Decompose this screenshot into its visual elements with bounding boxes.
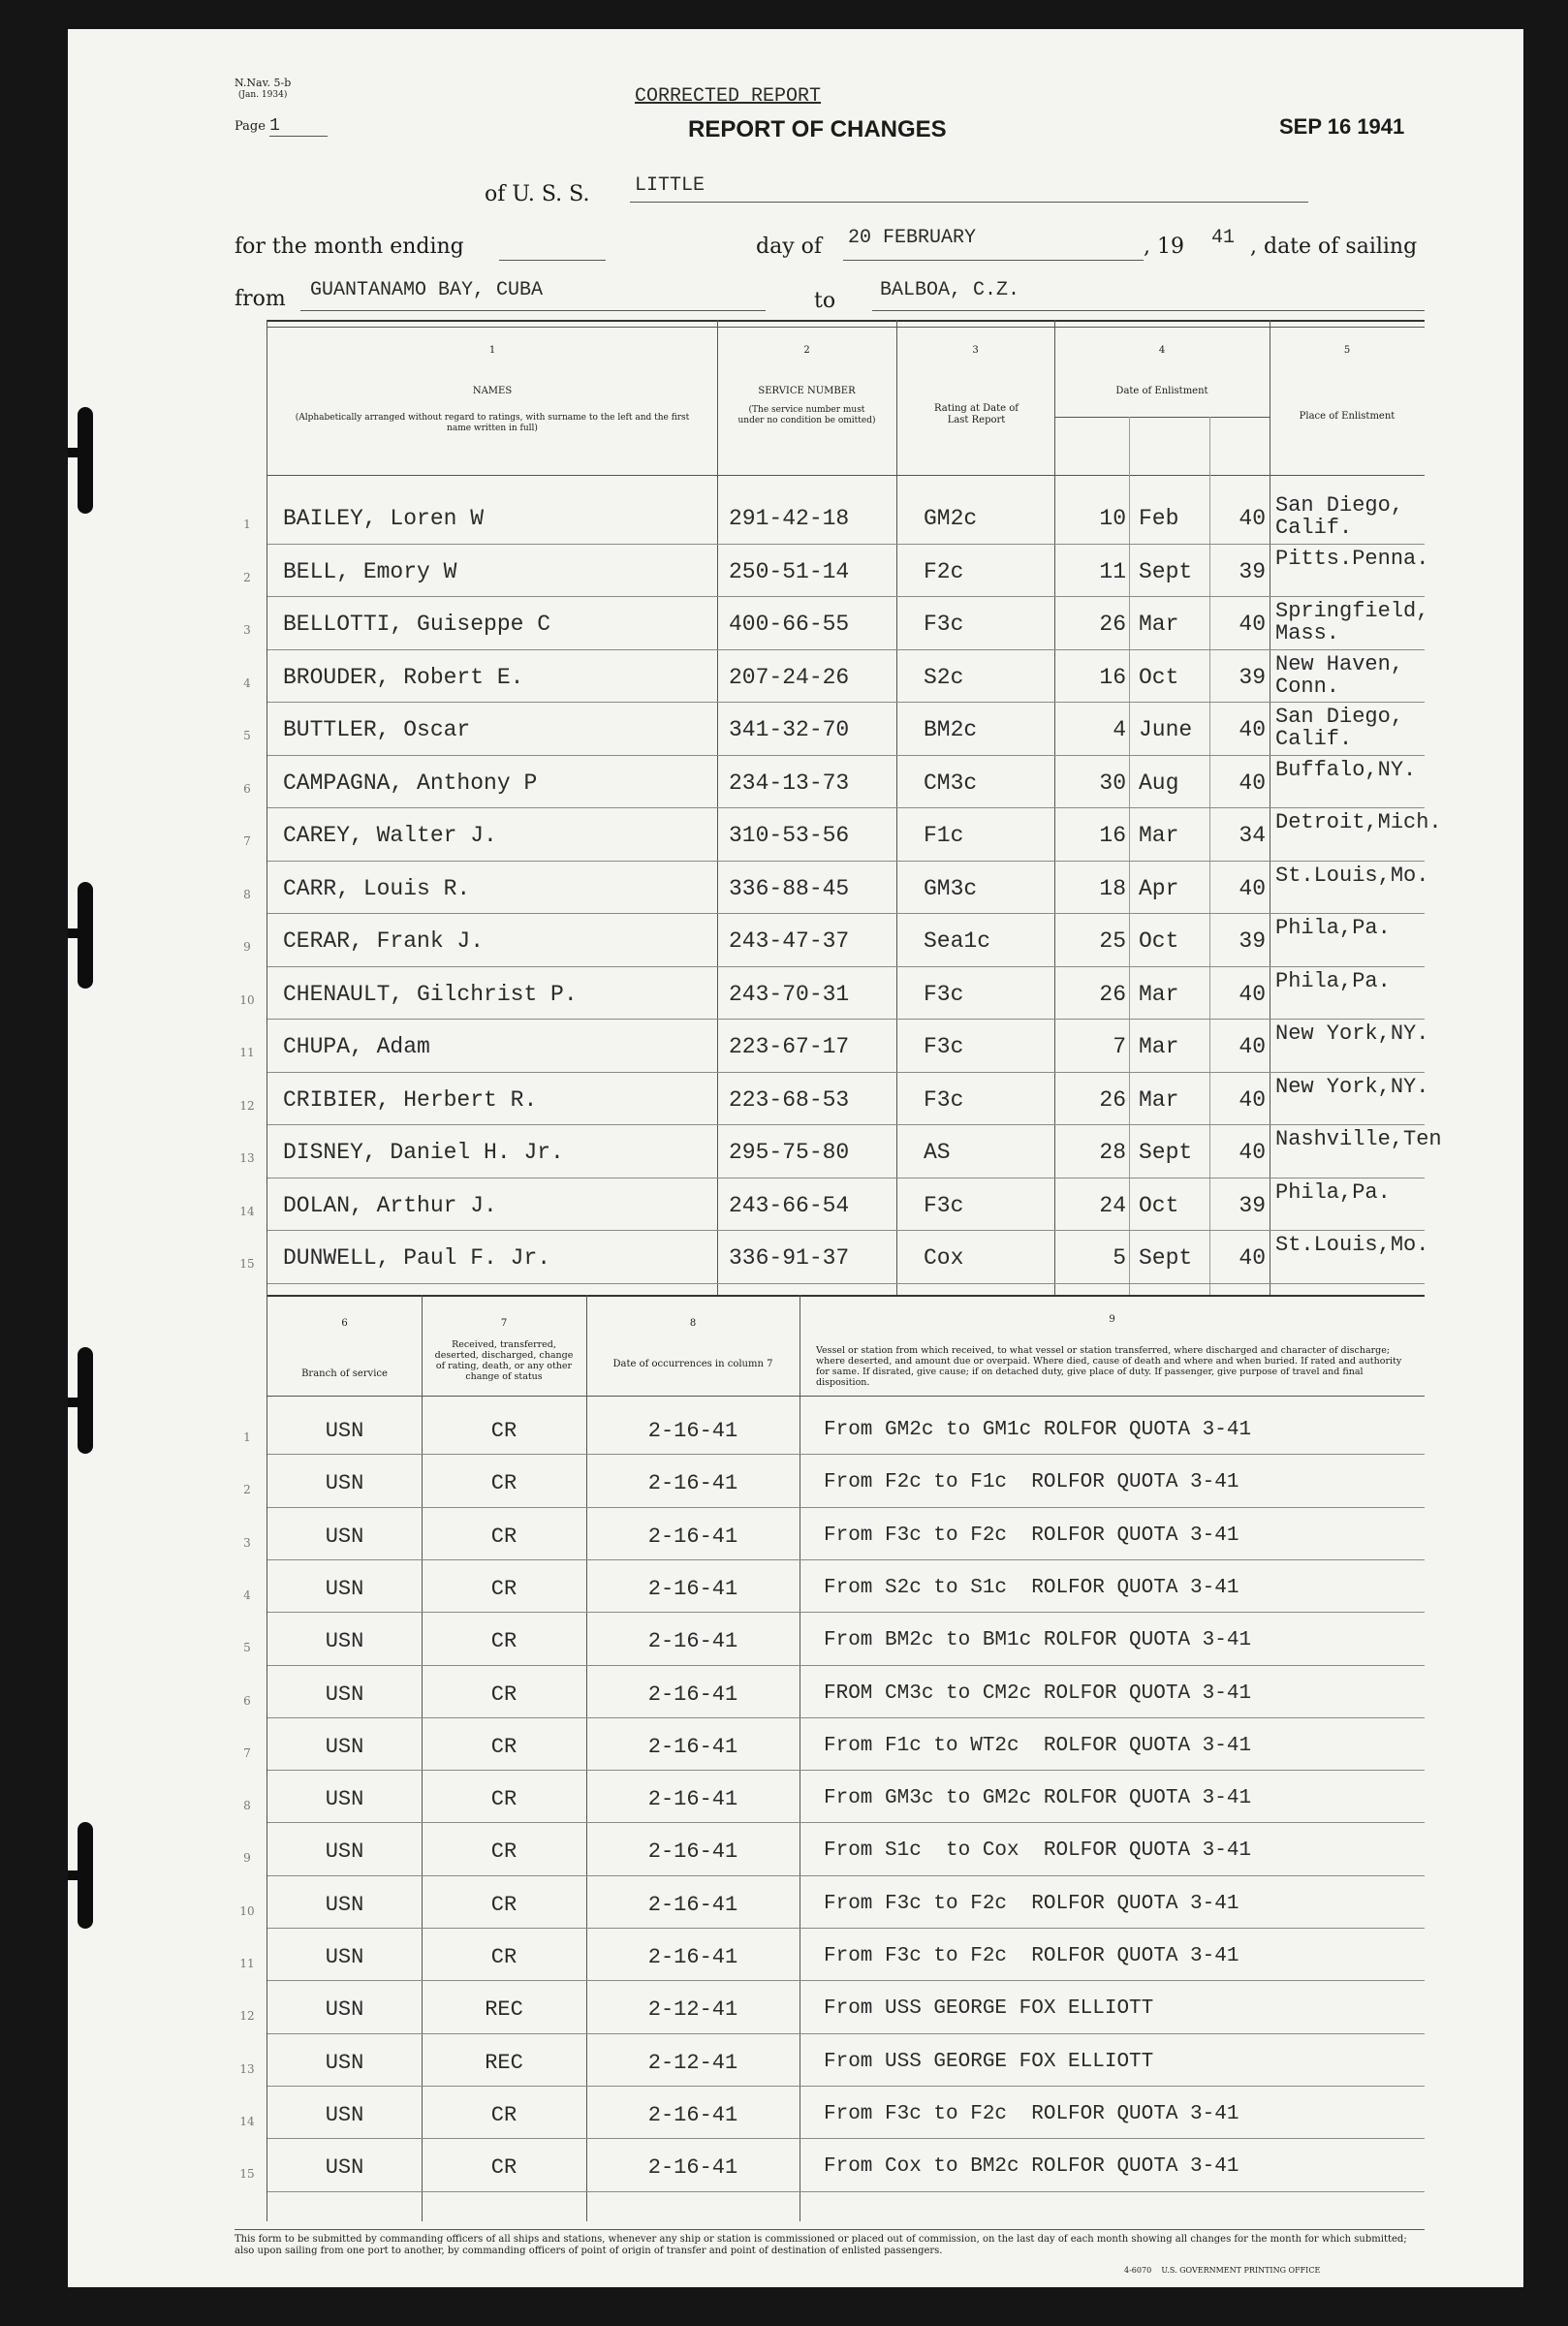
enlist-month: Aug — [1139, 770, 1179, 796]
to-label: to — [814, 289, 836, 313]
to-value: BALBOA, C.Z. — [880, 279, 1020, 301]
occurrence-date: 2-16-41 — [647, 1839, 738, 1865]
enlist-place: St.Louis,Mo. — [1275, 1233, 1429, 1257]
col-header-remarks: Vessel or station from which received, to what vessel or station transferred, where discharged and character of discharge; where deserted, and amount due or overpaid. Where died, cause of death and where and when buried. If rated and authority for same. If disrated, give cause; if on detached duty, give place of duty. If passenger, give purpose of travel and final disposition. — [816, 1345, 1402, 1388]
row-number: 2 — [243, 570, 251, 584]
change-remarks: From F3c to F2c ROLFOR QUOTA 3-41 — [824, 1945, 1239, 1967]
form-id-block — [235, 78, 291, 101]
day-of-label: day of — [756, 235, 823, 259]
report-page — [68, 29, 1523, 2287]
change-remarks: From S2c to S1c ROLFOR QUOTA 3-41 — [824, 1576, 1239, 1599]
person-name: BELL, Emory W — [283, 558, 457, 584]
rating: Sea1c — [924, 928, 991, 954]
enlist-month: Sept — [1139, 1245, 1193, 1271]
enlist-place: New York,NY. — [1275, 1022, 1429, 1046]
row-divider — [267, 1230, 1425, 1231]
col-divider — [1209, 417, 1210, 1296]
enlist-day: 26 — [1099, 612, 1126, 637]
person-name: BELLOTTI, Guiseppe C — [283, 612, 551, 637]
row-divider — [267, 1454, 1425, 1455]
rating: F3c — [924, 1192, 964, 1218]
change-remarks: From S1c to Cox ROLFOR QUOTA 3-41 — [824, 1839, 1252, 1863]
enlist-day: 11 — [1099, 558, 1126, 584]
form-id: N.Nav. 5-b — [235, 77, 292, 89]
service-number: 295-75-80 — [729, 1140, 850, 1165]
branch-of-service: USN — [325, 1419, 364, 1443]
col-number-6: 6 — [341, 1318, 348, 1329]
footer-print-line — [1124, 2266, 1320, 2275]
sailing-label: , date of sailing — [1250, 235, 1418, 259]
occurrence-date: 2-16-41 — [647, 1682, 738, 1707]
enlist-month: Oct — [1139, 1192, 1179, 1218]
occurrence-date: 2-16-41 — [647, 1419, 738, 1443]
row-number: 9 — [243, 1851, 251, 1866]
branch-of-service: USN — [325, 2102, 364, 2127]
col-header-status: Received, transferred, deserted, discharged, change of rating, death, or any other change of status — [434, 1339, 574, 1382]
change-status: REC — [485, 2050, 523, 2075]
enlist-year: 39 — [1239, 664, 1266, 690]
enlist-place: Detroit,Mich. — [1275, 810, 1442, 834]
row-number: 3 — [243, 1535, 251, 1550]
footer-rule — [235, 2229, 1425, 2230]
rating: F3c — [924, 1034, 964, 1059]
row-number: 14 — [239, 1204, 255, 1218]
binder-clip — [68, 1398, 93, 1407]
row-divider — [267, 544, 1425, 545]
occurrence-date: 2-16-41 — [647, 1892, 738, 1917]
enlist-place: San Diego, Calif. — [1275, 493, 1404, 540]
enlist-year: 40 — [1239, 612, 1266, 637]
row-divider — [267, 1019, 1425, 1020]
change-remarks: From GM3c to GM2c ROLFOR QUOTA 3-41 — [824, 1787, 1252, 1810]
enlist-place: Nashville,Ten — [1275, 1127, 1442, 1151]
change-status: CR — [490, 1945, 517, 1969]
row-number: 4 — [243, 676, 251, 690]
change-remarks: From GM2c to GM1c ROLFOR QUOTA 3-41 — [824, 1419, 1252, 1441]
enlist-day: 4 — [1113, 717, 1126, 742]
row-number: 10 — [239, 1903, 255, 1918]
service-number: 310-53-56 — [729, 823, 850, 848]
page-number-line — [235, 116, 328, 137]
service-number: 223-68-53 — [729, 1086, 850, 1113]
branch-of-service: USN — [325, 1892, 364, 1917]
col-number-3: 3 — [972, 345, 979, 356]
row-divider — [267, 807, 1425, 808]
change-remarks: From USS GEORGE FOX ELLIOTT — [824, 1997, 1154, 2021]
col-divider — [1129, 417, 1130, 1296]
page-label: Page — [235, 119, 266, 134]
change-remarks: From USS GEORGE FOX ELLIOTT — [824, 2050, 1154, 2073]
occurrence-date: 2-16-41 — [647, 1524, 738, 1549]
row-number: 12 — [239, 1098, 255, 1113]
change-remarks: From F2c to F1c ROLFOR QUOTA 3-41 — [824, 1471, 1239, 1494]
branch-of-service: USN — [325, 1471, 364, 1496]
enlist-place: Pitts.Penna. — [1275, 546, 1429, 571]
enlist-place: St.Louis,Mo. — [1275, 863, 1429, 888]
service-number: 223-67-17 — [729, 1034, 850, 1059]
row-number: 9 — [243, 940, 251, 954]
occurrence-date: 2-16-41 — [647, 1734, 738, 1759]
col-header-names-note: (Alphabetically arranged without regard to ratings, with surname to the left and the first name written in full) — [295, 413, 690, 433]
change-remarks: From F3c to F2c ROLFOR QUOTA 3-41 — [824, 2102, 1239, 2125]
row-divider — [267, 649, 1425, 650]
person-name: DISNEY, Daniel H. Jr. — [283, 1140, 564, 1165]
row-number: 2 — [243, 1483, 251, 1497]
month-label: for the month ending — [235, 235, 464, 259]
branch-of-service: USN — [325, 1629, 364, 1654]
service-number: 341-32-70 — [729, 717, 850, 742]
row-divider — [267, 861, 1425, 862]
change-status: CR — [490, 1682, 517, 1707]
printer-name: U.S. GOVERNMENT PRINTING OFFICE — [1161, 2266, 1321, 2275]
row-number: 13 — [239, 2061, 255, 2076]
row-number: 13 — [239, 1151, 255, 1165]
enlist-day: 24 — [1099, 1192, 1126, 1218]
footer-instructions: This form to be submitted by commanding officers of all ships and stations, whenever any ship or station is commissioned or placed out of commission, on the last day of each month showing all changes for the month for which submitted; also upon sailing from one port to another, by commanding officers of point of origin of transfer and point of destination of enlisted passengers. — [235, 2234, 1407, 2256]
rating: S2c — [924, 664, 964, 690]
date-stamp: SEP 16 1941 — [1279, 114, 1405, 139]
enlist-day: 25 — [1099, 928, 1126, 954]
year-prefix: , 19 — [1144, 235, 1184, 259]
col-header-enlist-place: Place of Enlistment — [1299, 411, 1396, 422]
rating: F3c — [924, 612, 964, 637]
enlist-place: New York,NY. — [1275, 1074, 1429, 1099]
col-number-4: 4 — [1158, 345, 1166, 356]
row-divider — [267, 1717, 1425, 1718]
enlist-year: 40 — [1239, 875, 1266, 901]
col-number-7: 7 — [500, 1318, 508, 1329]
enlist-month: Oct — [1139, 928, 1179, 954]
enlist-place: Buffalo,NY. — [1275, 757, 1417, 782]
change-remarks: From BM2c to BM1c ROLFOR QUOTA 3-41 — [824, 1629, 1252, 1652]
enlist-year: 39 — [1239, 558, 1266, 584]
row-divider — [267, 702, 1425, 703]
row-number: 15 — [239, 1257, 255, 1271]
branch-of-service: USN — [325, 2155, 364, 2181]
row-number: 1 — [243, 518, 251, 531]
service-number: 291-42-18 — [729, 506, 850, 531]
table-top-border-2 — [267, 327, 1425, 328]
occurrence-date: 2-16-41 — [647, 1576, 738, 1601]
change-remarks: From Cox to BM2c ROLFOR QUOTA 3-41 — [824, 2155, 1239, 2179]
enlist-day: 18 — [1099, 875, 1126, 901]
row-divider — [267, 1559, 1425, 1560]
binder-hole — [78, 407, 93, 514]
row-divider — [267, 913, 1425, 914]
row-number: 5 — [243, 1641, 251, 1655]
branch-of-service: USN — [325, 1945, 364, 1969]
row-number: 8 — [243, 1799, 251, 1813]
row-number: 10 — [239, 992, 255, 1007]
service-number: 400-66-55 — [729, 612, 850, 637]
enlist-month: Oct — [1139, 664, 1179, 690]
rating: F2c — [924, 558, 964, 584]
rating: F3c — [924, 981, 964, 1007]
person-name: CAMPAGNA, Anthony P — [283, 770, 538, 796]
branch-of-service: USN — [325, 1682, 364, 1707]
change-status: CR — [490, 1576, 517, 1601]
row-divider — [267, 1770, 1425, 1771]
branch-of-service: USN — [325, 1787, 364, 1812]
col-number-5: 5 — [1343, 345, 1351, 356]
enlist-day: 16 — [1099, 664, 1126, 690]
enlist-subheader-rule — [1054, 417, 1270, 418]
col-number-8: 8 — [689, 1318, 697, 1329]
row-number: 14 — [239, 2114, 255, 2128]
row-number: 8 — [243, 887, 251, 901]
branch-of-service: USN — [325, 1524, 364, 1549]
change-status: CR — [490, 1892, 517, 1917]
occurrence-date: 2-12-41 — [647, 2050, 738, 2075]
person-name: CERAR, Frank J. — [283, 928, 485, 954]
enlist-year: 34 — [1239, 823, 1266, 848]
enlist-day: 7 — [1113, 1034, 1126, 1059]
change-status: CR — [490, 1787, 517, 1812]
col-header-date: Date of occurrences in column 7 — [612, 1359, 773, 1369]
occurrence-date: 2-16-41 — [647, 1629, 738, 1654]
row-divider — [267, 755, 1425, 756]
branch-of-service: USN — [325, 2050, 364, 2075]
rating: F1c — [924, 823, 964, 848]
row-divider — [267, 1124, 1425, 1125]
enlist-month: Mar — [1139, 981, 1179, 1007]
occurrence-date: 2-16-41 — [647, 1471, 738, 1496]
enlist-year: 40 — [1239, 981, 1266, 1007]
col-header-branch: Branch of service — [301, 1368, 388, 1379]
rating: GM2c — [924, 506, 978, 531]
rating: Cox — [924, 1245, 964, 1271]
bottom-table-top-border — [267, 1295, 1425, 1297]
row-divider — [267, 1980, 1425, 1981]
row-divider — [267, 1928, 1425, 1929]
row-number: 4 — [243, 1587, 251, 1602]
enlist-year: 40 — [1239, 1140, 1266, 1165]
row-divider — [267, 2086, 1425, 2087]
row-number: 7 — [243, 1745, 251, 1760]
enlist-place: Phila,Pa. — [1275, 1179, 1391, 1205]
enlist-month: Mar — [1139, 823, 1179, 848]
rating: AS — [924, 1140, 951, 1165]
enlist-day: 16 — [1099, 823, 1126, 848]
col-number-9: 9 — [1109, 1314, 1115, 1325]
row-divider — [267, 1665, 1425, 1666]
change-remarks: From F1c to WT2c ROLFOR QUOTA 3-41 — [824, 1734, 1252, 1757]
enlist-day: 26 — [1099, 981, 1126, 1007]
row-number: 11 — [239, 1046, 255, 1059]
year-value: 41 — [1211, 227, 1236, 249]
occurrence-date: 2-16-41 — [647, 1945, 738, 1969]
binder-clip — [68, 928, 93, 938]
row-divider — [267, 1612, 1425, 1613]
enlist-month: Mar — [1139, 1086, 1179, 1113]
row-number: 1 — [243, 1430, 251, 1444]
day-value: 20 FEBRUARY — [848, 227, 977, 249]
enlist-day: 28 — [1099, 1140, 1126, 1165]
row-divider — [267, 1178, 1425, 1179]
enlist-year: 40 — [1239, 506, 1266, 531]
row-divider — [267, 1822, 1425, 1823]
enlist-day: 10 — [1099, 506, 1126, 531]
enlist-year: 39 — [1239, 1192, 1266, 1218]
enlist-month: Mar — [1139, 612, 1179, 637]
service-number: 336-91-37 — [729, 1245, 850, 1271]
enlist-month: Apr — [1139, 875, 1179, 901]
enlist-day: 30 — [1099, 770, 1126, 796]
occurrence-date: 2-12-41 — [647, 1997, 738, 2023]
service-number: 243-47-37 — [729, 928, 850, 954]
ship-name: LITTLE — [635, 174, 706, 197]
enlist-place: Phila,Pa. — [1275, 916, 1391, 940]
row-number: 15 — [239, 2167, 255, 2182]
change-remarks: From F3c to F2c ROLFOR QUOTA 3-41 — [824, 1524, 1239, 1547]
branch-of-service: USN — [325, 1576, 364, 1601]
person-name: CHENAULT, Gilchrist P. — [283, 981, 578, 1007]
col-header-service: SERVICE NUMBER — [758, 386, 856, 396]
person-name: CHUPA, Adam — [283, 1034, 430, 1059]
change-status: CR — [490, 1629, 517, 1654]
from-value: GUANTANAMO BAY, CUBA — [310, 279, 544, 301]
person-name: CARR, Louis R. — [283, 875, 471, 901]
row-number: 11 — [239, 1957, 255, 1970]
occurrence-date: 2-16-41 — [647, 2155, 738, 2181]
col-header-names: NAMES — [472, 386, 513, 396]
change-status: CR — [490, 2102, 517, 2127]
corrected-report-note: CORRECTED REPORT — [635, 85, 822, 108]
binder-clip — [68, 1870, 93, 1880]
rating: GM3c — [924, 875, 978, 901]
enlist-day: 26 — [1099, 1086, 1126, 1113]
change-status: CR — [490, 1524, 517, 1549]
bottom-header-rule — [267, 1396, 1425, 1397]
row-number: 6 — [243, 1693, 251, 1708]
enlist-year: 39 — [1239, 928, 1266, 954]
service-number: 243-66-54 — [729, 1192, 850, 1218]
enlist-month: June — [1139, 717, 1193, 742]
ship-underline — [630, 202, 1308, 203]
enlist-place: New Haven, Conn. — [1275, 651, 1404, 699]
person-name: BAILEY, Loren W — [283, 506, 485, 531]
person-name: BROUDER, Robert E. — [283, 664, 524, 690]
branch-of-service: USN — [325, 1997, 364, 2023]
enlist-month: Mar — [1139, 1034, 1179, 1059]
rating: BM2c — [924, 717, 978, 742]
from-label: from — [235, 287, 286, 311]
enlist-year: 40 — [1239, 1086, 1266, 1113]
change-status: REC — [485, 1997, 523, 2023]
change-status: CR — [490, 2155, 517, 2181]
occurrence-date: 2-16-41 — [647, 2102, 738, 2127]
print-code: 4-6070 — [1124, 2266, 1152, 2275]
enlist-place: San Diego, Calif. — [1275, 705, 1404, 751]
change-status: CR — [490, 1839, 517, 1865]
enlist-day: 5 — [1113, 1245, 1126, 1271]
header-bottom-border — [267, 475, 1425, 476]
enlist-year: 40 — [1239, 1245, 1266, 1271]
col-number-2: 2 — [803, 345, 810, 356]
person-name: DOLAN, Arthur J. — [283, 1192, 497, 1218]
person-name: DUNWELL, Paul F. Jr. — [283, 1245, 551, 1271]
change-status: CR — [490, 1734, 517, 1759]
row-divider — [267, 1507, 1425, 1508]
ship-label: of U. S. S. — [485, 182, 590, 206]
branch-of-service: USN — [325, 1734, 364, 1759]
branch-of-service: USN — [325, 1839, 364, 1865]
occurrence-date: 2-16-41 — [647, 1787, 738, 1812]
row-divider — [267, 2033, 1425, 2034]
service-number: 234-13-73 — [729, 770, 850, 796]
to-underline — [872, 310, 1425, 311]
enlist-place: Phila,Pa. — [1275, 968, 1391, 993]
month-underline — [499, 260, 606, 261]
form-date: (Jan. 1934) — [237, 90, 288, 100]
col-header-enlist-date: Date of Enlistment — [1115, 386, 1208, 396]
col-header-rating: Rating at Date of Last Report — [934, 403, 1019, 425]
change-remarks: FROM CM3c to CM2c ROLFOR QUOTA 3-41 — [824, 1682, 1252, 1705]
service-number: 243-70-31 — [729, 981, 850, 1007]
row-divider — [267, 1875, 1425, 1876]
row-number: 5 — [243, 729, 251, 742]
binder-clip — [68, 448, 93, 457]
person-name: BUTTLER, Oscar — [283, 717, 471, 742]
col-header-service-note: (The service number must under no condition be omitted) — [737, 405, 876, 425]
enlist-year: 40 — [1239, 1034, 1266, 1059]
table-top-border — [267, 320, 1425, 322]
person-name: CRIBIER, Herbert R. — [283, 1086, 538, 1113]
enlist-month: Sept — [1139, 558, 1193, 584]
row-divider — [267, 1283, 1425, 1284]
page-number: 1 — [269, 116, 328, 137]
from-underline — [300, 310, 766, 311]
change-remarks: From F3c to F2c ROLFOR QUOTA 3-41 — [824, 1892, 1239, 1915]
row-number: 6 — [243, 781, 251, 796]
service-number: 336-88-45 — [729, 875, 850, 901]
row-number: 3 — [243, 623, 251, 637]
ship-line — [485, 182, 589, 206]
row-divider — [267, 2191, 1425, 2192]
change-status: CR — [490, 1419, 517, 1443]
change-status: CR — [490, 1471, 517, 1496]
enlist-year: 40 — [1239, 717, 1266, 742]
day-underline — [843, 260, 1144, 261]
col-number-1: 1 — [488, 345, 496, 356]
row-divider — [267, 596, 1425, 597]
enlist-month: Sept — [1139, 1140, 1193, 1165]
row-divider — [267, 1072, 1425, 1073]
row-number: 7 — [243, 834, 251, 848]
service-number: 207-24-26 — [729, 664, 850, 690]
enlist-place: Springfield, Mass. — [1275, 599, 1429, 645]
enlist-year: 40 — [1239, 770, 1266, 796]
rating: F3c — [924, 1086, 964, 1113]
row-number: 12 — [239, 2009, 255, 2024]
service-number: 250-51-14 — [729, 558, 850, 584]
enlist-month: Feb — [1139, 506, 1179, 531]
rating: CM3c — [924, 770, 978, 796]
person-name: CAREY, Walter J. — [283, 823, 497, 848]
row-divider — [267, 966, 1425, 967]
row-divider — [267, 2138, 1425, 2139]
report-title: REPORT OF CHANGES — [688, 116, 947, 142]
